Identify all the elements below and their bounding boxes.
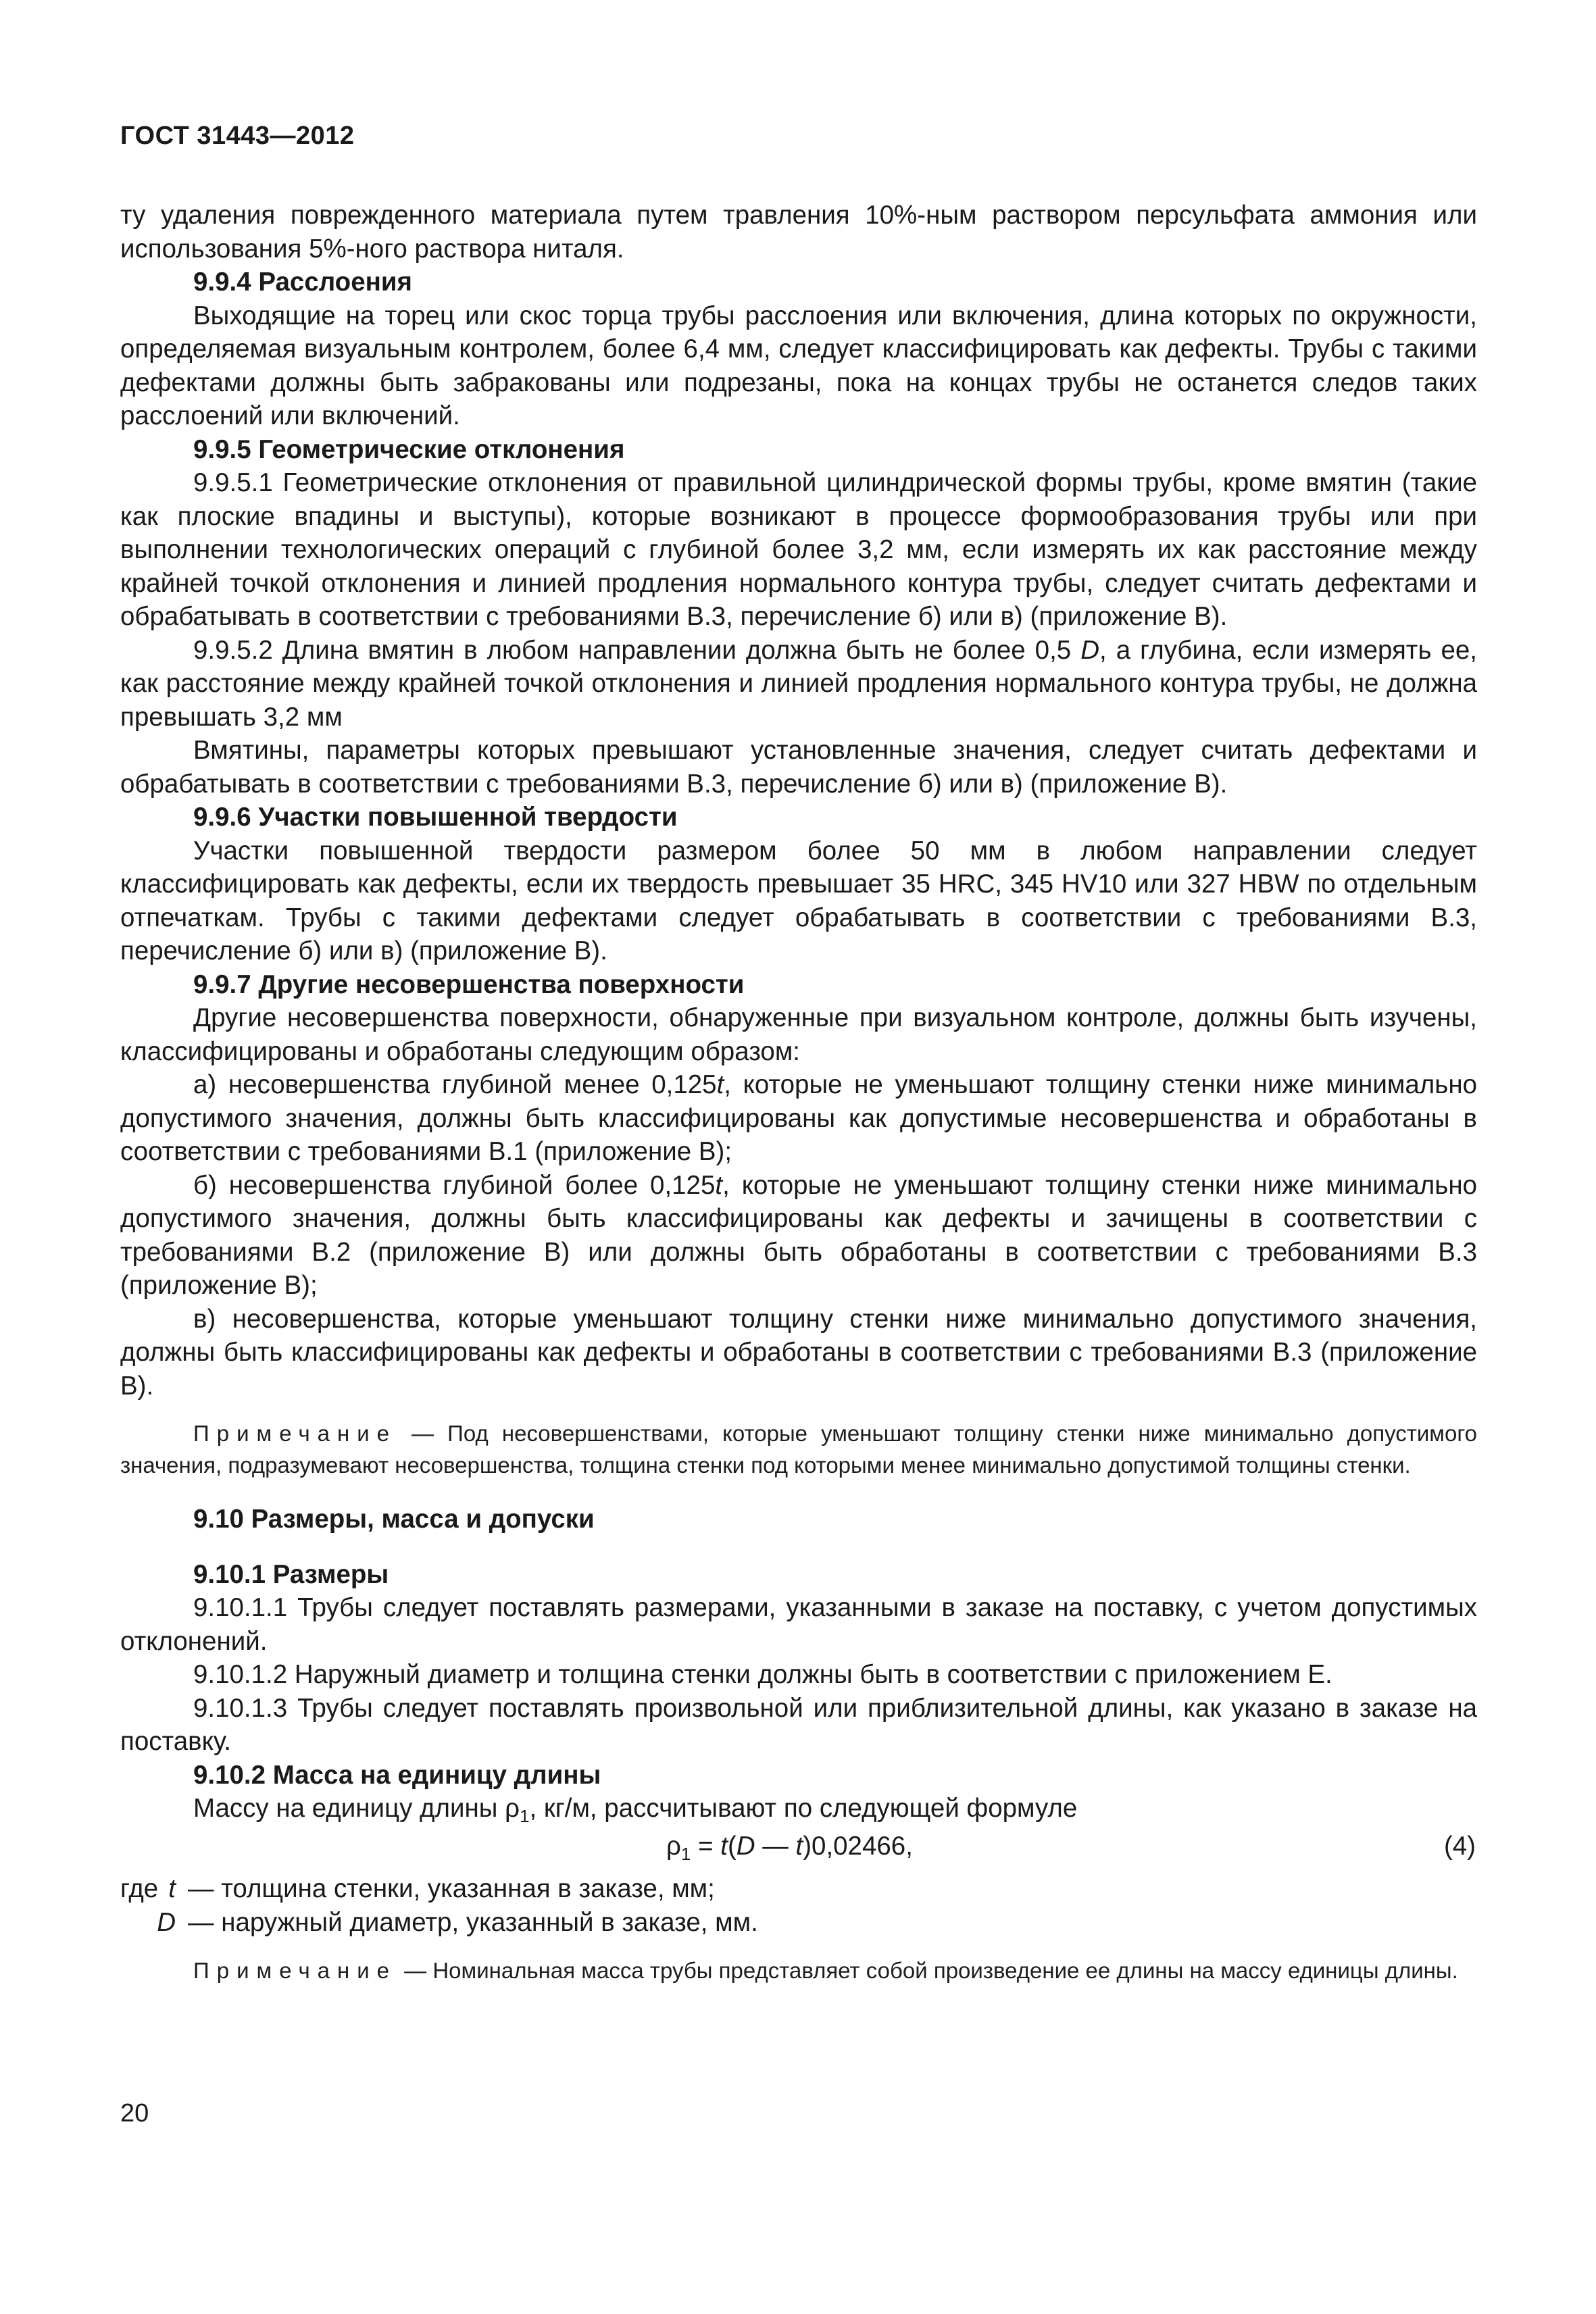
formula-row [120,1830,1477,1867]
list-item-b [120,1169,1477,1303]
formula-t: t [720,1831,728,1861]
equation-number: (4) [1443,1831,1476,1861]
where-t-description: — толщина стенки, указанная в заказе, мм; [188,1873,715,1903]
where-t-symbol: t [168,1873,176,1903]
paragraph-9-9-6: Участки повышенной твердости размером более 50 мм в любом направлении следует классифицировать как дефекты, если их твердость превышает 35 HRC, 345 HV10 или 327 HBW по отдельным отпечаткам. Трубы с такими дефектами следует обрабатывать в соответствии с требованиями В.3, перечисление б) или в) (приложение В). [120,836,1477,965]
heading-9-9-7: 9.9.7 Другие несовершенства поверхности [193,970,745,999]
heading-9-9-5: 9.9.5 Геометрические отклонения [193,434,625,464]
variable-D: D [1080,635,1100,665]
text-run: Массу на единицу длины ρ [193,1794,520,1823]
list-item-a [120,1068,1477,1169]
variable-t: t [715,1170,723,1200]
text-run: а) несовершенства глубиной менее 0,125 [193,1070,717,1099]
variable-t: t [716,1070,724,1099]
heading-9-10-1: 9.10.1 Размеры [193,1559,389,1589]
text-run: , которые не уменьшают толщину стенки ниже минимально допустимого значения, должны быть классифицированы как дефекты и зачищены в соответствии с требованиями В.2 (приложение В) или должны быть обработаны в соответствии с требованиями В.3 (приложение В); [120,1170,1478,1300]
text-run: , а глубина, если измерять ее, как расстояние между крайней точкой отклонения и линией продления нормального контура трубы, не должна превышать 3,2 мм [120,635,1477,732]
where-D-symbol: D [157,1907,176,1937]
formula-rho: ρ [666,1831,681,1861]
paragraph-9-10-1-2: 9.10.1.2 Наружный диаметр и толщина стенки должны быть в соответствии с приложением Е. [193,1660,1332,1689]
note-2 [120,1955,1477,1986]
paragraph-continuation: ту удаления поврежденного материала путем травления 10%-ным раствором персульфата аммония или использования 5%-ного раствора ниталя. [120,201,1477,263]
where-D [120,1906,1477,1940]
heading-9-10: 9.10 Размеры, масса и допуски [193,1505,595,1534]
note-text: — Номинальная масса трубы представляет собой произведение ее длины на массу единицы длины. [398,1957,1458,1983]
paragraph-9-10-1-3: 9.10.1.3 Трубы следует поставлять произвольной или приблизительной длины, как указано в заказе на поставку. [120,1693,1477,1756]
document-body [120,199,1477,1986]
heading-9-9-6: 9.9.6 Участки повышенной твердости [193,803,678,832]
where-label: где [120,1873,159,1903]
formula-close: )0,02466, [803,1831,913,1861]
note-text: — Под несовершенствами, которые уменьшают толщину стенки ниже минимально допустимого значения, подразумевают несовершенства, толщина стенки под которыми менее минимально допустимой толщины стенки. [120,1421,1477,1478]
paragraph-dents: Вмятины, параметры которых превышают установленные значения, следует считать дефектами и обрабатывать в соответствии с требованиями В.3, перечисление б) или в) (приложение В). [120,736,1477,799]
paragraph-9-9-4: Выходящие на торец или скос торца трубы расслоения или включения, длина которых по окружности, определяемая визуальным контролем, более 6,4 мм, следует классифицировать как дефекты. Трубы с такими дефектами должны быть забракованы или подрезаны, пока на концах трубы не останется следов таких расслоений или включений. [120,301,1477,430]
where-D-description: — наружный диаметр, указанный в заказе, мм. [188,1907,758,1937]
formula-minus: — [755,1831,796,1861]
formula-subscript: 1 [680,1843,691,1864]
formula-D: D [736,1831,755,1861]
note-label: Примечание [193,1421,397,1446]
paragraph-9-9-5-2 [120,634,1477,734]
list-item-c: в) несовершенства, которые уменьшают толщину стенки ниже минимально допустимого значения, должны быть классифицированы как дефекты и обработаны в соответствии с требованиями В.3 (приложение В). [120,1304,1477,1401]
formula-eq: = [691,1831,721,1861]
formula-t2: t [795,1831,803,1861]
text-run: 9.9.5.2 Длина вмятин в любом направлении должна быть не более 0,5 [193,635,1072,665]
formula-open: ( [727,1831,737,1861]
text-run: , кг/м, рассчитывают по следующей формуле [529,1794,1078,1823]
text-run: б) несовершенства глубиной более 0,125 [193,1170,716,1200]
heading-9-10-2: 9.10.2 Масса на единицу длины [193,1760,601,1790]
note-label: Примечание [193,1957,397,1983]
paragraph-9-10-1-1: 9.10.1.1 Трубы следует поставлять размерами, указанными в заказе на поставку, с учетом допустимых отклонений. [120,1593,1477,1656]
subscript: 1 [520,1806,530,1826]
heading-9-9-4: 9.9.4 Расслоения [193,268,412,297]
where-t [120,1872,1477,1906]
paragraph-9-9-5-1: 9.9.5.1 Геометрические отклонения от правильной цилиндрической формы трубы, кроме вмятин (такие как плоские впадины и выступы), которые возникают в процессе формообразования трубы или при выполнении технологических операций с глубиной более 3,2 мм, если измерять их как расстояние между крайней точкой отклонения и линией продления нормального контура трубы, следует считать дефектами и обрабатывать в соответствии с требованиями В.3, перечисление б) или в) (приложение В). [120,468,1477,631]
formula-4 [666,1830,913,1863]
paragraph-9-10-2 [120,1792,1477,1826]
document-header: ГОСТ 31443—2012 [120,122,355,150]
page-number: 20 [120,2099,149,2128]
text-run: , которые не уменьшают толщину стенки ниже минимально допустимого значения, должны быть классифицированы как допустимые несовершенства и обработаны в соответствии с требованиями В.1 (приложение В); [120,1070,1477,1166]
paragraph-9-9-7: Другие несовершенства поверхности, обнаруженные при визуальном контроле, должны быть изучены, классифицированы и обработаны следующим образом: [120,1003,1477,1066]
note-1 [120,1417,1477,1481]
document-page [120,0,1477,2314]
